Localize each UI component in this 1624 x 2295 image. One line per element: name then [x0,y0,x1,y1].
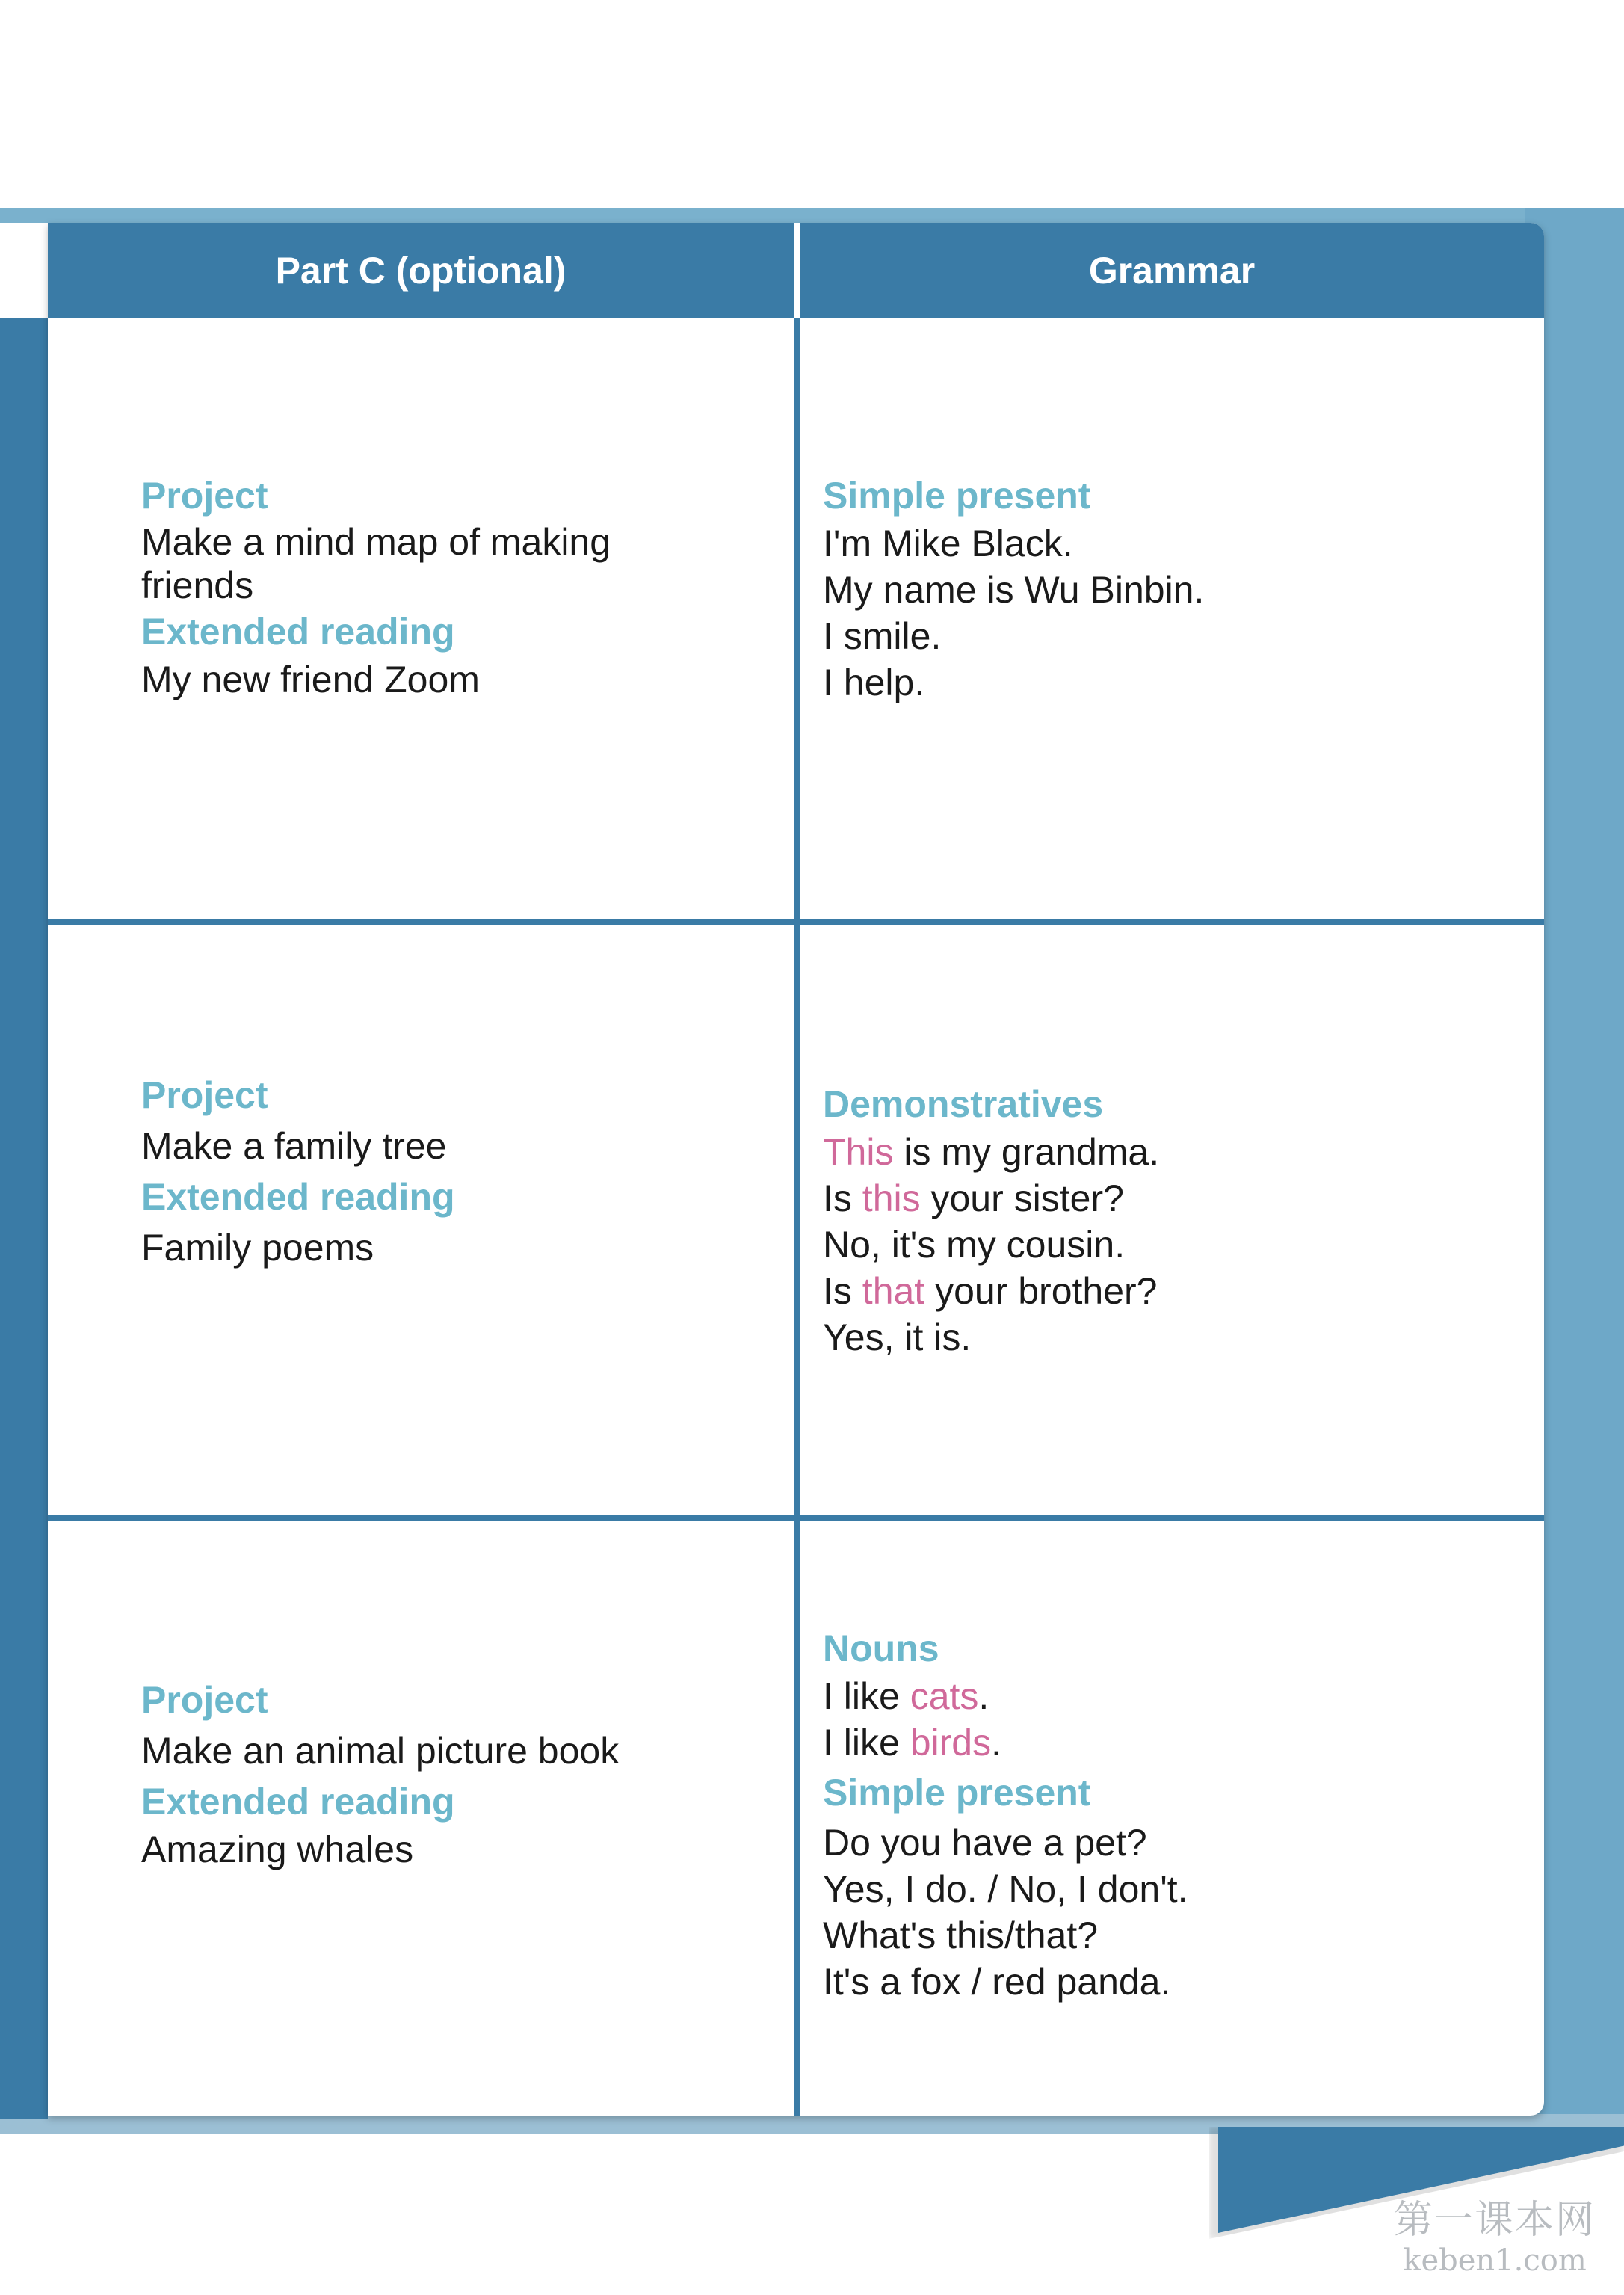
row2-grammar [823,1079,1525,1361]
example-text: Is [823,1270,862,1312]
reading-title: Family poems [141,1227,374,1269]
header-grammar: Grammar [1088,249,1256,292]
example-text: I like [823,1722,910,1763]
project-text-line: Make a mind map of making [141,521,611,563]
demonstrative-highlight: this [862,1177,921,1219]
project-text-line: Make a family tree [141,1125,447,1167]
noun-highlight: birds [910,1722,992,1763]
grammar-heading: Demonstratives [823,1083,1104,1125]
project-text-line: Make an animal picture book [141,1730,620,1772]
demonstrative-highlight: that [862,1270,925,1312]
row1-grammar [823,471,1525,706]
grammar-example [823,1719,1525,1766]
grammar-example: I smile. [823,615,942,657]
grammar-example: I help. [823,662,925,703]
grammar-example: No, it's my cousin. [823,1224,1126,1266]
reading-title: Amazing whales [141,1829,414,1870]
project-label: Project [141,1074,268,1116]
grammar-example [823,1175,1525,1222]
example-text: Is [823,1177,862,1219]
example-text: your sister? [920,1177,1124,1219]
grammar-example: I'm Mike Black. [823,523,1073,564]
extended-reading-label: Extended reading [141,611,455,653]
project-label: Project [141,1679,268,1721]
project-text-line: friends [141,564,254,606]
row3-part-c [141,1675,791,1873]
row1-part-c [141,471,777,703]
reading-title: My new friend Zoom [141,659,480,700]
noun-highlight: cats [910,1675,979,1717]
example-text: your brother? [924,1270,1158,1312]
project-label: Project [141,475,268,517]
header-divider [794,223,800,318]
example-text: . [991,1722,1001,1763]
example-text: I like [823,1675,910,1717]
watermark-cn: 第一课本网 [1393,2198,1596,2243]
row3-grammar [823,1624,1525,2005]
grammar-example [823,1673,1525,1719]
demonstrative-highlight: This [823,1131,894,1173]
grammar-example [823,1268,1525,1314]
page-band-top [0,208,1624,223]
example-text: is my grandma. [893,1131,1160,1173]
grammar-example: What's this/that? [823,1914,1099,1956]
grammar-heading: Simple present [823,1772,1091,1814]
page-band-left [0,318,48,2119]
page-band-left-gap [0,223,48,318]
grammar-example [823,1129,1525,1175]
extended-reading-label: Extended reading [141,1781,455,1823]
example-text: . [978,1675,989,1717]
watermark-en: keben1.com [1403,2243,1587,2278]
header-part-c: Part C (optional) [275,249,566,292]
grammar-example: Do you have a pet? [823,1822,1147,1864]
column-divider [794,318,800,2116]
grammar-example: My name is Wu Binbin. [823,569,1205,611]
row-divider-1 [48,919,1544,925]
grammar-example: Yes, I do. / No, I don't. [823,1868,1188,1910]
row2-part-c [141,1071,777,1274]
grammar-heading: Simple present [823,475,1091,517]
watermark [1386,2198,1603,2279]
grammar-example: It's a fox / red panda. [823,1961,1171,2003]
extended-reading-label: Extended reading [141,1176,455,1218]
grammar-example: Yes, it is. [823,1316,972,1358]
table-header [48,223,1544,318]
row-divider-2 [48,1515,1544,1521]
grammar-heading: Nouns [823,1627,939,1669]
syllabus-table [48,223,1544,2116]
